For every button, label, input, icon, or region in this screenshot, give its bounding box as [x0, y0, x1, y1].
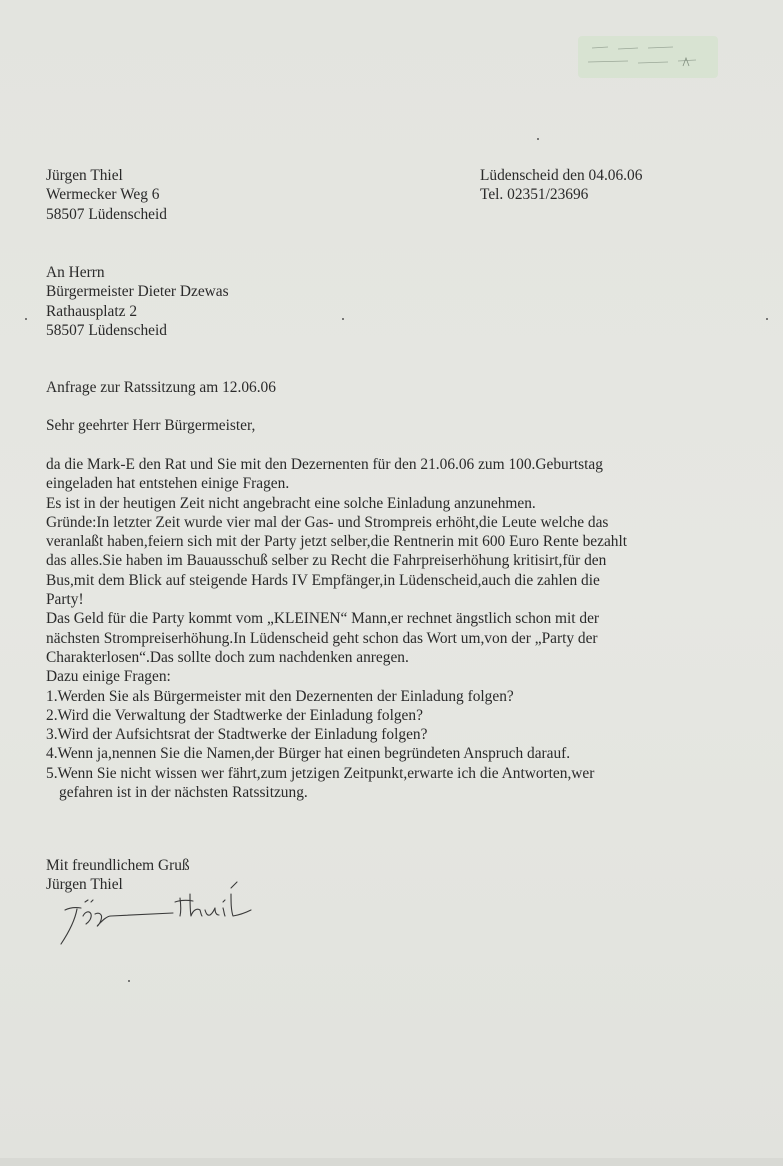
body-line: nächsten Strompreiserhöhung.In Lüdenscheid geht schon das Wort um,von der „Party der — [46, 629, 598, 647]
body-line: das alles.Sie haben im Bauausschuß selber zu Recht die Fahrpreiserhöhung kritisirt,für den — [46, 552, 607, 570]
body-line: da die Mark-E den Rat und Sie mit den Dezernenten für den 21.06.06 zum 100.Geburtstag — [46, 456, 603, 473]
sender-city: 58507 Lüdenscheid — [46, 205, 167, 223]
question-item: 1.Werden Sie als Bürgermeister mit den Dezernenten der Einladung folgen? — [46, 687, 514, 705]
body-line: Dazu einige Fragen: — [46, 668, 171, 686]
question-item: 3.Wird der Aufsichtsrat der Stadtwerke der Einladung folgen? — [46, 726, 428, 744]
body-line: Gründe:In letzter Zeit wurde vier mal der Gas- und Strompreis erhöht,die Leute welche das — [46, 513, 609, 531]
question-item: 5.Wenn Sie nicht wissen wer fährt,zum jetzigen Zeitpunkt,erwarte ich die Antworten,wer — [46, 764, 595, 782]
received-stamp — [578, 36, 718, 78]
scan-speck — [128, 980, 130, 982]
question-continuation: gefahren ist in der nächsten Ratssitzung. — [59, 784, 308, 802]
sender-name: Jürgen Thiel — [46, 167, 123, 184]
closing-regards: Mit freundlichem Gruß — [46, 857, 190, 874]
date-block — [480, 166, 642, 205]
phone-number: Tel. 02351/23696 — [480, 186, 589, 204]
body-line: Das Geld für die Party kommt vom „KLEINEN“ Mann,er rechnet ängstlich schon mit der — [46, 610, 600, 628]
body-line: veranlaßt haben,feiern sich mit der Party jetzt selber,die Rentnerin mit 600 Euro Rente bezahlt — [46, 533, 628, 551]
recipient-address — [46, 263, 229, 340]
question-item: 2.Wird die Verwaltung der Stadtwerke der Einladung folgen? — [46, 706, 423, 724]
scan-speck — [25, 318, 27, 320]
sender-address — [46, 166, 167, 224]
letter-subject: Anfrage zur Ratssitzung am 12.06.06 — [46, 379, 276, 396]
recipient-city: 58507 Lüdenscheid — [46, 321, 167, 339]
handwritten-signature — [55, 880, 265, 955]
recipient-salutation: An Herrn — [46, 264, 105, 281]
body-line: Charakterlosen“.Das sollte doch zum nachdenken anregen. — [46, 648, 409, 666]
letter-body — [46, 455, 627, 802]
recipient-name: Bürgermeister Dieter Dzewas — [46, 283, 229, 301]
place-date: Lüdenscheid den 04.06.06 — [480, 167, 643, 184]
sender-street: Wermecker Weg 6 — [46, 186, 160, 204]
body-line: Es ist in der heutigen Zeit nicht angebracht eine solche Einladung anzunehmen. — [46, 494, 536, 512]
body-line: Bus,mit dem Blick auf steigende Hards IV Empfänger,in Lüdenscheid,auch die zahlen die — [46, 571, 600, 589]
question-item: 4.Wenn ja,nennen Sie die Namen,der Bürger hat einen begründeten Anspruch darauf. — [46, 745, 571, 763]
scan-edge — [0, 1158, 783, 1166]
letter-greeting: Sehr geehrter Herr Bürgermeister, — [46, 417, 256, 434]
closing-name: Jürgen Thiel — [46, 876, 123, 894]
scan-speck — [766, 318, 768, 320]
body-line: Party! — [46, 591, 84, 609]
scan-speck — [537, 138, 539, 140]
body-line: eingeladen hat entstehen einige Fragen. — [46, 475, 290, 493]
scan-speck — [342, 318, 344, 320]
recipient-street: Rathausplatz 2 — [46, 302, 138, 320]
